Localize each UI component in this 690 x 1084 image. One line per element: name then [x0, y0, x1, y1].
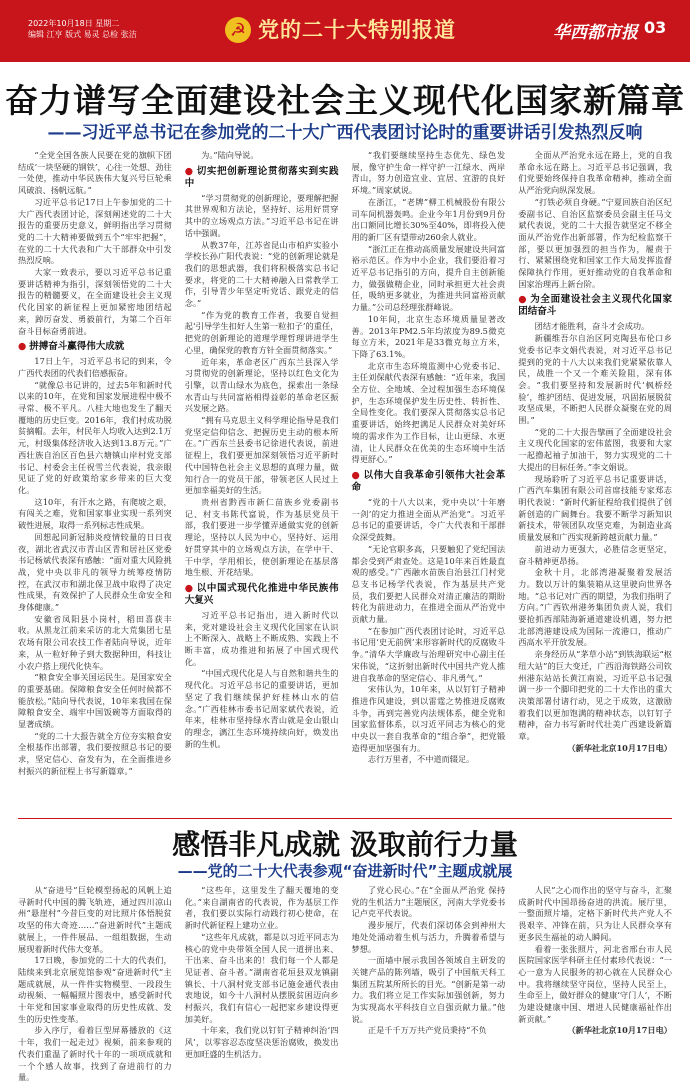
- paragraph: 北京市生态环境监测中心党委书记、主任刘保献代表深有感触：“近年来，我国全方位、全地域、全过程加强生态环境保护，生态环境保护发生历史性、转折性、全局性变化。我们要深入贯彻落实总书记重要讲话，始终把满足人民群众对美好环境的需求作为工作目标，让山更绿、水更清，让人民群众在优美的生态环境中生活得更舒心。”: [351, 360, 506, 465]
- article-1-column-4: [518, 150, 672, 810]
- article-2-subheadline: ——党的二十大代表参观“奋进新时代”主题成就展: [177, 862, 513, 880]
- paragraph: 团结才能胜利，奋斗才会成功。: [534, 321, 650, 332]
- paragraph: 为。”陆向导说。: [201, 150, 259, 160]
- section-heading: ● 切实把创新理论贯彻落实到实践中: [184, 165, 339, 189]
- paragraph: 一面墙中展示我国各领域自主研发的关键产品的陈列墙，吸引了中国航天科工集团五院某所所长的目光。“创新是第一动力。我们将立足工作实际加强创新，努力为实现高水平科技自立自强贡献力量。”他说。: [351, 955, 506, 1024]
- paragraph: “全党全国各族人民要在党的旗帜下团结成‘一块坚硬的钢铁’，心往一处想、劲往一处使，推动中华民族伟大复兴号巨轮乘风破浪、扬帆远航。”: [18, 150, 172, 196]
- paragraph: “无论官职多高，只要触犯了党纪国法都会受到严肃查处。这是10年来百姓最直观的感受。”广西融水苗族自治县江门村党总支书记杨学代表说，作为基层共产党员，我们要把人民群众对清正廉洁的期盼转化为前进动力，在推进全面从严治党中贡献力量。: [351, 543, 506, 625]
- article-2-source: （新华社北京10月17日电）: [567, 1025, 672, 1036]
- paragraph: 现场聆听了习近平总书记重要讲话，广西汽车集团有限公司首席技能专家郑志明代表说：“新时代新征程给我们提供了创新创造的广阔舞台。我要不断学习新知识新技术，带领团队攻坚克难，为制造业高质量发展和广西实现新跨越贡献力量。”: [518, 473, 672, 543]
- article-1-headline: 奋力谱写全面建设社会主义现代化国家新篇章: [5, 81, 685, 120]
- paragraph: 这10年，有汗水之路，有爬坡之艰，有闯关之难，党和国家事业实现一系列突破性进展，取得一系列标志性成果。: [18, 496, 172, 531]
- paragraph: 17日上午，习近平总书记的到来，令广西代表团的代表们倍感振奋。: [18, 356, 172, 378]
- paragraph: “党的二十大报告擘画了全面建设社会主义现代化国家的宏伟蓝图，我要和大家一起撸起袖子加油干，努力实现党的二十大提出的目标任务。”李文娟说。: [518, 426, 672, 472]
- paragraph: 前进动力更强大，必胜信念更坚定，奋斗精神更昂扬。: [518, 543, 672, 566]
- paragraph: 志行万里者，不中道而辍足。: [367, 754, 475, 765]
- article-2-headline: 感悟非凡成就 汲取前行力量: [172, 828, 518, 861]
- issue-meta: [28, 18, 137, 40]
- article-divider: [18, 818, 672, 819]
- article-2-column-3: [352, 885, 506, 1043]
- paragraph: 大家一致表示，要以习近平总书记重要讲话精神为指引，深刻领悟党的二十大报告的精髓要义，在全面建设社会主义现代化国家的新征程上更加紧密地团结起来，踔厉奋发、勇毅前行，为第二个百年奋斗目标奋勇前进。: [18, 267, 172, 336]
- article-1-column-3: [352, 150, 506, 810]
- paragraph: “我们要继续坚持生态优先、绿色发展，像守护生命一样守护一江绿水、两岸青山，努力创造宜业、宜居、宜游的良好环境。”周家斌说。: [351, 150, 506, 196]
- paragraph: 贵州省黔西市新仁苗族乡党委副书记、村支书陈代富说，作为基层党员干部，我们要进一步学懂弄通做实党的创新理论，坚持以人民为中心，坚持好、运用好贯穿其中的立场观点方法，在学中干、干中学，学用相长，使创新理论在基层落地生根、开花结果。: [184, 496, 339, 578]
- paragraph: 习近平总书记指出，进入新时代以来，党对建设社会主义现代化国家在认识上不断深入、战略上不断成熟、实践上不断丰富，成功推进和拓展了中国式现代化。: [184, 609, 339, 667]
- paragraph: 10年间，北京生态环境质量显著改善。2013年PM2.5年均浓度为89.5微克每立方米，2021年是33微克每立方米，下降了63.1%。: [351, 313, 506, 359]
- bullet-icon: ●: [518, 294, 528, 306]
- party-emblem-icon: ☭: [225, 17, 251, 43]
- paragraph: “党的二十大报告就全方位夯实粮食安全根基作出部署，我们要按照总书记的要求，坚定信心、奋发有为，在全面推进乡村振兴的新征程上书写新篇章。”: [18, 730, 172, 776]
- paragraph: “在参加广西代表团讨论时，习近平总书记用‘史无前例’来形容新时代的反腐败斗争。”清华大学廉政与治理研究中心副主任宋伟说，“这折射出新时代中国共产党人推进自我革命的坚定信心、非凡勇气。”: [351, 625, 506, 683]
- page-header-band: [0, 0, 690, 62]
- paragraph: 17日晚，参加党的二十大的代表们，陆续来到北京展览馆参观“奋进新时代”主题成就展，从一件件实物模型、一段段生动视频、一幅幅照片图表中，感受新时代十年党和国家事业取得的历史性成就、发生的历史性变革。: [18, 955, 172, 1024]
- paragraph: “粮食安全事关国运民生。是国家安全的重要基础。保障粮食安全任何时候都不能放松。”陆向导代表说，10年来我国在保障粮食安全、端牢中国饭碗等方面取得的显著成绩。: [18, 672, 172, 730]
- paragraph: “就像总书记讲的，过去5年和新时代以来的10年，在党和国家发展进程中极不寻常、极不平凡。八桂大地也发生了翻天覆地的历史巨变。2016年，我们村成功脱贫摘帽。去年，村民年人均收入达到2.1万元，村级集体经济收入达到13.8万元。”广西壮族自治区百色县六塘镇山岸村党支部书记、村委会主任祝雪兰代表说，我亲眼见证了党的好政策给家乡带来的巨大变化。: [18, 379, 172, 495]
- paragraph: “党的十八大以来，党中央以‘十年磨一剑’的定力推进全面从严治党”。习近平总书记的重要讲话，令广大代表和干部群众深受鼓舞。: [351, 496, 506, 543]
- page-number: 03: [644, 18, 667, 37]
- paragraph: 习近平总书记17日上午参加党的二十大广西代表团讨论，深刻阐述党的二十大报告的重要历史意义，鲜明指出学习贯彻党的二十大精神要做到五个“牢牢把握”，在党的二十大代表和广大干部群众中引发热烈反响。: [18, 196, 172, 266]
- article-2-column-1: [18, 885, 172, 1083]
- paragraph: “这些年凡成就，都是以习近平同志为核心的党中央带领全国人民一道拼出来、干出来、奋斗出来的！我们每一个人都是见证者、奋斗者。”湖南省花垣县双龙镇副镇长、十八洞村党支部书记施金通代表由衷地说，如今十八洞村从摆脱贫困迈向乡村振兴，我们有信心一起把家乡建设得更加美好。: [184, 931, 339, 1024]
- article-1-subheadline: ——习近平总书记在参加党的二十大广西代表团讨论时的重要讲话引发热烈反响: [47, 123, 643, 143]
- issue-date: 2022年10月18日 星期二: [28, 19, 120, 28]
- paragraph: 宋伟认为，10年来，从以钉钉子精神推进作风建设，到以雷霆之势推进反腐败斗争，再到完善党内法规体系，健全党和国家监督体系，以习近平同志为核心的党中央以一套自我革命的“组合拳”，把党锻造得更加坚强有力。: [351, 684, 506, 753]
- paragraph: 新疆维吾尔自治区阿克陶县布伦口乡党委书记李文娟代表说，对习近平总书记提到的党的十八大以来我们党紧紧依靠人民，战胜一个又一个难关险阻，深有体会。“我们要坚持和发展新时代‘枫桥经验’，维护团结、促进发展，巩固拓展脱贫攻坚成果，不断把人民群众凝聚在党的周围。”: [518, 333, 672, 426]
- article-1-source: （新华社北京10月17日电）: [567, 742, 672, 753]
- article-1-column-1: [18, 150, 172, 810]
- bullet-icon: ●: [184, 582, 194, 594]
- newspaper-logo: 华西都市报: [553, 23, 638, 43]
- paragraph: “打铁必须自身硬。”宁夏回族自治区纪委副书记、自治区监察委员会副主任马文斌代表说，党的二十大报告就坚定不移全面从严治党作出新部署，作为纪检监察干部，要以更加强烈的担当作为，履责于行、紧紧围绕党和国家工作大局发挥监督保障执行作用，更好推动党的自我革命和国家治理再上新台阶。: [518, 196, 672, 289]
- article-2-column-4: [518, 885, 672, 1043]
- paragraph: 金秋十月，北部湾港凝聚着发展活力。数以万计的集装箱从这里驶向世界各地。“总书记对广西的期望，为我们指明了方向。”广西钦州港务集团负责人说，我们要抢抓西部陆海新通道建设机遇，努力把北部湾港建设成为国际一流港口，推动广西高水平开放发展。: [518, 567, 672, 648]
- section-heading: ● 拼搏奋斗赢得伟大成就: [18, 341, 125, 353]
- paragraph: 亲身经历从“茅草小站”到铁海联运“枢纽大站”的巨大变迁，广西沿海铁路公司钦州港东站站长黄江南说，习近平总书记强调一步一个脚印把党的二十大作出的重大决策部署付诸行动，见之于成效，这激励着我们以更加饱满的精神状态，以钉钉子精神，奋力书写新时代壮美广西建设新篇章。: [518, 649, 672, 742]
- paragraph: 漫步展厅，代表们深切体会到神州大地处处涌动着生机与活力，升腾着希望与梦想。: [351, 920, 506, 954]
- paragraph: 安徽省凤阳县小岗村，稻田喜获丰收。从黑龙江前来采访的北大荒集团七星农场有限公司农技工作者陆向导说，近年来，从一粒好种子到大数据种田，科技让小农户搭上现代化快车。: [18, 613, 172, 671]
- section-heading: ● 以中国式现代化推进中华民族伟大复兴: [184, 582, 339, 606]
- paragraph: 正是千千万万共产党员秉持“不负: [367, 1025, 487, 1036]
- paragraph: “学习贯彻党的创新理论，要理解把握其世界观和方法论，坚持好、运用好贯穿其中的立场观点方法。”习近平总书记在讲话中强调。: [184, 192, 339, 238]
- bullet-icon: ●: [184, 165, 194, 177]
- paragraph: “拥有马克思主义科学理论指导是我们党坚定信仰信念、把握历史主动的根本所在。”广西东兰县委书记徐进代表说，前进征程上，我们要更加深刻领悟习近平新时代中国特色社会主义思想的真理力量，做知行合一的党员干部，带领老区人民过上更加幸福美好的生活。: [184, 415, 339, 496]
- article-1-body: [18, 150, 672, 810]
- bullet-icon: ●: [351, 469, 361, 481]
- paragraph: “这些年，这里发生了翻天覆地的变化。”来自湖南省的代表说，作为基层工作者，我们要以实际行动践行初心使命，在新时代新征程上建功立业。: [184, 885, 339, 931]
- section-band-title: 党的二十大特别报道: [258, 18, 456, 42]
- paragraph: 在浙江，“老牌”柳工机械股份有限公司车间机器轰鸣。企业今年1月份到9月份出口额同比增长30%至40%，即将投入使用的新厂区有望带动260余人就业。: [351, 196, 506, 242]
- bullet-icon: ●: [18, 341, 27, 353]
- paragraph: “浙江正在推动高质量发展建设共同富裕示范区。作为中小企业，我们要沿着习近平总书记指引的方向，提升自主创新能力，做强做精企业，同时承担更大社会责任，吸纳更多就业，为推进共同富裕贡献力量。”公司总经理张群峰说。: [351, 243, 506, 313]
- paragraph: 人民”之心而作出的坚守与奋斗，汇聚成新时代中国昂扬奋进的洪流。展厅里，一整面照片墙，定格下新时代共产党人不畏艰辛、冲锋在前，只为让人民群众享有更多民生福祉的动人瞬间。: [518, 885, 672, 942]
- issue-editors: 编辑 江亨 版式 易灵 总检 张洁: [28, 30, 137, 39]
- article-1-column-2: [185, 150, 339, 810]
- paragraph: 近年来，革命老区广西东兰县深入学习贯彻党的创新理论，坚持以红色文化为引擎，以青山绿水为底色，探索出一条绿水青山与共同富裕相得益彰的革命老区振兴发展之路。: [184, 356, 339, 414]
- section-heading: ● 为全面建设社会主义现代化国家团结奋斗: [518, 294, 672, 318]
- paragraph: “中国式现代化是人与自然和谐共生的现代化。习近平总书记的重要讲话，更加坚定了我们继续保护好桂林山水的信念。”广西桂林市委书记周家斌代表说，近年来，桂林市坚持绿水青山就是金山银山的理念，漓江生态环境持续向好，焕发出新的生机。: [184, 668, 339, 749]
- paragraph: 全面从严治党永远在路上，党的自我革命永远在路上。习近平总书记强调，我们党要始终保持自我革命精神，推动全面从严治党向纵深发展。: [518, 150, 672, 196]
- paragraph: 从教37年，江苏省昆山市柏庐实验小学校长孙广阳代表说：“党的创新理论就是我们的思想武器，我们将积极落实总书记要求，将党的二十大精神融入日常教学工作，引导青少年坚定听党话、跟党走的信念。”: [184, 239, 339, 309]
- paragraph: “作为党的教育工作者，我要自觉担起‘引导学生扣好人生第一粒扣子’的重任，把党的创新理论的道理学理哲理讲进学生心里，确保党的教育方针全面贯彻落实。”: [184, 309, 339, 355]
- paragraph: 十年来，我们党以钉钉子精神纠治‘四风’，以零容忍态度坚决惩治腐败，换发出更加旺盛的生机活力。: [184, 1025, 339, 1059]
- paragraph: 看着一张张照片，河北省邢台市人民医院国家医学科研主任付素珍代表说：“一心一意为人民服务的初心就在人民群众心中。我将继续坚守岗位，坚持人民至上，生命至上，做好群众的健康‘守门人’，不断为建设健康中国、增进人民健康福祉作出新贡献。”: [518, 943, 672, 1024]
- paragraph: 从“奋进号”巨轮模型扬起的风帆上追寻新时代中国的腾飞轨迹，通过四川凉山州“悬崖村”今昔巨变的对比照片体悟脱贫攻坚的伟大奇迹……“奋进新时代”主题成就展上，一件件展品、一组组数据，生动展现着新时代伟大变革。: [18, 885, 172, 954]
- article-2-column-2: [184, 885, 339, 1059]
- paragraph: 回想起同新冠肺炎疫情较量的日日夜夜，湖北省武汉市青山区青和居社区党委书记杨斌代表深有感触：“面对重大风险挑战，党中央以非凡的领导力统筹疫情防控，在武汉市和湖北保卫战中取得了决定性成果，有效保护了人民群众生命安全和身体健康。”: [18, 531, 172, 613]
- article-2-body: [18, 885, 672, 1083]
- paragraph: 步入序厅，看着巨型屏幕播放的《这十年，我们一起走过》视频，前来参观的代表们重温了新时代十年的一项项成就和一个个感人故事，找到了奋进前行的力量。: [18, 1025, 172, 1083]
- paragraph: 了党心民心。”在“全面从严治党 保持党的生机活力”主题展区，河南大学党委书记卢克平代表说。: [351, 885, 506, 919]
- section-heading: ● 以伟大自我革命引领伟大社会革命: [351, 469, 506, 493]
